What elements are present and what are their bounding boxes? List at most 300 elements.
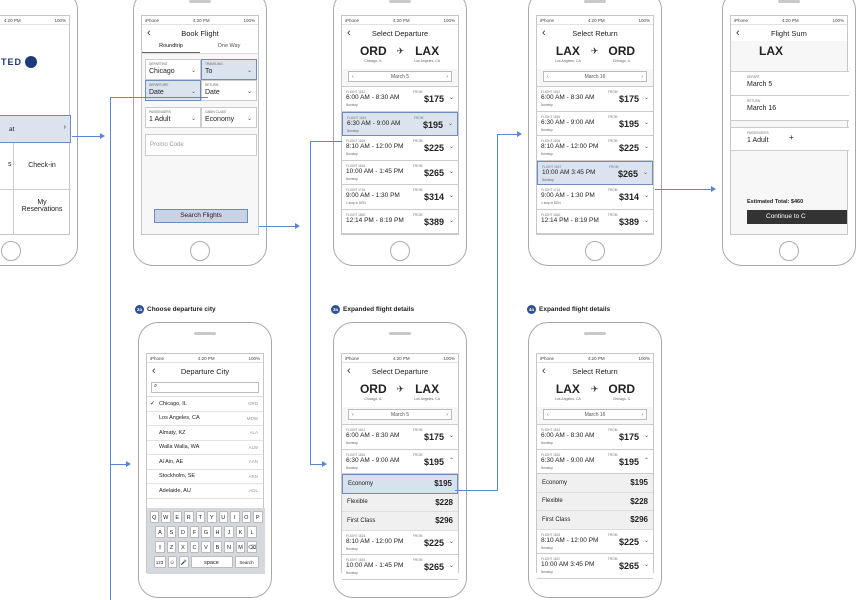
keyboard-key[interactable]: N: [224, 541, 234, 553]
flight-row[interactable]: [537, 185, 653, 210]
promo-code-input[interactable]: Promo Code: [145, 134, 257, 156]
flight-number: FLIGHT 1824: [346, 139, 366, 143]
flight-time: 6:00 AM - 8:30 AM: [346, 432, 400, 439]
flight-time: 6:30 AM - 9:00 AM: [541, 456, 595, 464]
price-from-label: FROM: [413, 533, 423, 538]
keyboard-key[interactable]: T: [196, 511, 206, 523]
flight-list: [342, 424, 458, 580]
flight-price: $314: [618, 192, 639, 202]
arrow-icon: [517, 131, 522, 137]
menu-check-in[interactable]: Check-in: [13, 143, 71, 190]
chevron-down-icon[interactable]: ⌄: [448, 95, 454, 101]
plus-icon[interactable]: +: [789, 133, 794, 142]
flight-time: 6:00 AM - 8:30 AM: [541, 432, 595, 439]
caption-expanded-return: 4a Expanded flight details: [528, 306, 611, 313]
flight-number: FLIGHT 1840: [346, 212, 366, 217]
chevron-left-icon[interactable]: ‹: [352, 73, 354, 80]
keyboard-key[interactable]: P: [253, 511, 263, 523]
page-title: Flight Sum: [771, 28, 807, 38]
back-icon[interactable]: ‹: [347, 27, 351, 39]
flight-number: FLIGHT 1716: [346, 188, 366, 192]
phone-home: [0, 0, 78, 266]
flight-row[interactable]: [537, 530, 653, 555]
caption-expanded-departure: 3a Expanded flight details: [332, 306, 415, 313]
date-picker[interactable]: ‹ March 16 ›: [543, 71, 647, 82]
route-header: ORD Chicago, IL ✈ LAX Los Angeles, CA: [342, 41, 458, 69]
arrow-icon: [295, 223, 300, 229]
fare-option[interactable]: [537, 511, 653, 530]
flight-time: 9:00 AM - 1:30 PM: [541, 192, 595, 199]
status-bar: iPhone 4:20 PM 100%: [537, 354, 653, 363]
flight-row[interactable]: [537, 210, 653, 235]
keyboard-key[interactable]: ☺: [168, 556, 178, 568]
city-name: Al Ain, AE: [159, 458, 184, 465]
flight-price: $265: [617, 168, 638, 179]
flight-row[interactable]: [342, 161, 458, 186]
flight-row[interactable]: [342, 425, 458, 450]
keyboard: [147, 508, 265, 574]
flight-row[interactable]: [537, 112, 653, 137]
flight-time: 8:10 AM - 12:00 PM: [541, 143, 599, 150]
keyboard-key[interactable]: L: [247, 526, 257, 538]
keyboard-key[interactable]: U: [219, 511, 229, 523]
flight-row[interactable]: [537, 161, 653, 186]
city-name: Chicago, IL: [159, 400, 187, 407]
chevron-down-icon[interactable]: ⌄: [447, 120, 453, 127]
city-name: Almaty, KZ: [159, 429, 186, 436]
flight-time: 6:30 AM - 9:00 AM: [541, 118, 595, 126]
chevron-down-icon[interactable]: ⌄: [643, 144, 649, 150]
keyboard-key[interactable]: X: [178, 541, 188, 553]
destination-code: LAX: [415, 44, 440, 58]
price-from-label: FROM: [413, 212, 423, 217]
connector-line: [259, 226, 295, 227]
flight-row[interactable]: [537, 136, 653, 161]
chevron-down-icon[interactable]: ⌄: [643, 119, 649, 126]
flight-price: $389: [423, 216, 444, 227]
city-search-input[interactable]: [151, 382, 259, 393]
flight-time: 8:10 AM - 12:00 PM: [541, 536, 599, 544]
flight-time: 8:10 AM - 12:00 PM: [346, 143, 404, 150]
chevron-up-icon[interactable]: ⌃: [448, 457, 454, 464]
traveling-field[interactable]: TRAVELING To ⌄: [201, 59, 257, 80]
cabin-class-field[interactable]: CABIN CLASS Economy ⌄: [201, 107, 257, 128]
speaker: [584, 0, 606, 3]
fare-price: $195: [630, 478, 648, 488]
keyboard-key[interactable]: B: [213, 541, 223, 553]
chevron-down-icon[interactable]: ⌄: [448, 563, 454, 569]
price-from-label: FROM: [608, 139, 618, 143]
chevron-right-icon[interactable]: ›: [446, 73, 448, 80]
flight-stops: Nonstop: [346, 546, 358, 551]
city-row[interactable]: [147, 412, 263, 427]
home-button[interactable]: [390, 241, 410, 261]
city-code: ALW: [248, 444, 258, 450]
chevron-left-icon[interactable]: ‹: [547, 73, 549, 80]
fare-option[interactable]: [342, 512, 458, 531]
connector-line: [310, 141, 342, 142]
route-header: ORD Chicago, IL ✈ LAX Los Angeles, CA: [342, 379, 458, 407]
flight-row[interactable]: [537, 450, 653, 475]
page-title: Select Departure: [371, 28, 429, 38]
menu-reservations[interactable]: My Reservations: [21, 199, 63, 213]
chevron-down-icon: ⌄: [190, 89, 196, 95]
chevron-down-icon[interactable]: ⌄: [643, 95, 649, 101]
nav-bar: [537, 25, 653, 41]
chevron-right-icon: ›: [63, 124, 66, 131]
flight-number: FLIGHT 1816: [346, 163, 366, 168]
home-screen: [0, 15, 70, 235]
flight-number: FLIGHT 1812: [541, 90, 561, 94]
flight-number: FLIGHT 1716: [541, 188, 561, 192]
city-name: Adelaide, AU: [159, 487, 191, 494]
price-from-label: FROM: [608, 452, 618, 457]
flight-number: FLIGHT 1816: [346, 558, 366, 562]
chevron-down-icon: ⌄: [246, 116, 252, 122]
flight-number: FLIGHT 1812: [541, 428, 561, 432]
flight-number: FLIGHT 1824: [346, 533, 366, 538]
tab-one-way[interactable]: One Way: [217, 43, 241, 49]
keyboard-key[interactable]: A: [155, 526, 165, 538]
phone-expanded-return: [528, 322, 662, 598]
chevron-down-icon: ⌄: [246, 68, 252, 74]
chevron-down-icon: ⌄: [190, 68, 196, 74]
price-from-label: FROM: [413, 163, 423, 168]
chevron-down-icon[interactable]: ⌄: [448, 433, 454, 439]
date-picker[interactable]: ‹ March 5 ›: [348, 409, 452, 420]
fare-option[interactable]: [342, 474, 458, 494]
status-bar: iPhone 4:20 PM 100%: [342, 354, 458, 363]
speaker: [389, 0, 411, 3]
flight-price: $175: [618, 432, 639, 442]
back-icon[interactable]: ‹: [542, 27, 546, 39]
phone-select-return: [528, 0, 662, 266]
fare-name: Economy: [348, 480, 374, 487]
return-screen: [536, 15, 654, 235]
keyboard-key[interactable]: V: [201, 541, 211, 553]
fare-price: $296: [630, 515, 648, 525]
flight-stops: Nonstop: [541, 570, 553, 574]
city-row[interactable]: [147, 484, 263, 499]
flight-price: $195: [618, 456, 639, 467]
flight-stops: 1 stop in DEN: [346, 201, 366, 205]
connector-line: [110, 97, 111, 600]
phone-select-departure: [333, 0, 467, 266]
price-from-label: FROM: [608, 428, 618, 432]
flight-time: 6:30 AM - 9:00 AM: [347, 119, 401, 127]
fare-name: Flexible: [347, 499, 368, 506]
globe-icon: [25, 56, 37, 68]
flight-number: FLIGHT 1812: [346, 90, 366, 94]
date-picker[interactable]: ‹ March 5 ›: [348, 71, 452, 82]
flight-row[interactable]: [537, 425, 653, 450]
flight-price: $225: [423, 537, 444, 548]
flight-time: 6:30 AM - 9:00 AM: [346, 456, 400, 464]
home-button[interactable]: [190, 241, 210, 261]
step-badge: 3a: [332, 307, 338, 312]
flight-row[interactable]: [342, 87, 458, 112]
flight-time: 6:00 AM - 8:30 AM: [346, 94, 400, 101]
menu-flight-status[interactable]: at ›: [0, 115, 71, 143]
expanded-departure-screen: [341, 353, 459, 573]
nav-bar: [142, 25, 258, 41]
chevron-down-icon[interactable]: ⌄: [643, 217, 649, 224]
home-button[interactable]: [1, 241, 21, 261]
estimated-total: Estimated Total: $460: [747, 199, 804, 205]
airplane-icon: ✈: [590, 46, 599, 56]
keyboard-key[interactable]: D: [178, 526, 188, 538]
fare-option[interactable]: [537, 474, 653, 493]
flight-price: $265: [618, 561, 639, 571]
back-icon[interactable]: ‹: [542, 365, 546, 377]
fare-option[interactable]: [342, 494, 458, 513]
status-bar: 4:20 PM 100%: [0, 16, 69, 25]
status-bar: iPhone 4:20 PM 100%: [731, 16, 847, 25]
chevron-down-icon[interactable]: ⌄: [448, 217, 454, 224]
summary-passengers[interactable]: PASSENGERS 1 Adult +: [731, 127, 849, 151]
keyboard-key[interactable]: 🎤: [179, 556, 189, 568]
home-button[interactable]: [779, 241, 799, 261]
fare-price: $228: [435, 497, 453, 507]
flight-row[interactable]: [537, 554, 653, 579]
city-screen: [146, 353, 264, 573]
airplane-icon: ✈: [396, 384, 405, 394]
price-from-label: FROM: [413, 428, 423, 432]
keyboard-key[interactable]: 123: [154, 556, 166, 568]
flight-list: [537, 424, 653, 579]
nav-bar: [342, 363, 458, 379]
keyboard-key[interactable]: Z: [167, 541, 177, 553]
search-icon: ⌕: [154, 383, 158, 389]
flight-stops: Nonstop: [346, 465, 358, 470]
flight-stops: Nonstop: [346, 103, 358, 107]
flight-time: 10:00 AM - 1:45 PM: [346, 167, 404, 175]
flight-price: $389: [618, 216, 639, 227]
route-header: LAX Los Angeles, CA ✈ ORD Chicago, IL: [537, 379, 653, 407]
keyboard-key[interactable]: Search: [235, 556, 259, 568]
summary-depart: DEPART March 5: [731, 71, 849, 96]
price-from-label: FROM: [413, 558, 423, 562]
flight-row[interactable]: [342, 531, 458, 556]
city-row[interactable]: [147, 397, 263, 412]
summary-return: RETURN March 16: [731, 95, 849, 121]
page-title: Select Return: [572, 366, 618, 376]
menu-left-cell[interactable]: s: [0, 143, 14, 190]
date-picker[interactable]: ‹ March 16 ›: [543, 409, 647, 420]
menu-divider: [13, 189, 14, 235]
flight-number: FLIGHT 1816: [346, 452, 366, 457]
chevron-down-icon[interactable]: ⌄: [643, 537, 649, 544]
fare-name: Economy: [542, 479, 568, 486]
chevron-right-icon[interactable]: ›: [641, 73, 643, 80]
chevron-down-icon[interactable]: ⌄: [643, 562, 649, 568]
flight-time: 9:00 AM - 1:30 PM: [346, 192, 400, 199]
back-icon[interactable]: ‹: [147, 27, 151, 39]
keyboard-key[interactable]: C: [190, 541, 200, 553]
keyboard-key[interactable]: H: [213, 526, 223, 538]
flight-list: [537, 86, 653, 234]
back-icon[interactable]: ‹: [152, 365, 156, 377]
keyboard-key[interactable]: S: [167, 526, 177, 538]
connector-line: [310, 464, 322, 465]
back-icon[interactable]: ‹: [736, 27, 740, 39]
connector-line: [455, 490, 498, 491]
city-name: Los Angeles, CA: [159, 415, 200, 422]
status-bar: iPhone 4:20 PM 100%: [537, 16, 653, 25]
expanded-return-screen: [536, 353, 654, 573]
route-header: LAX Los Angeles, CA ✈ ORD Chicago, IL: [537, 41, 653, 69]
fare-option[interactable]: [537, 493, 653, 512]
flight-stops: Nonstop: [541, 127, 553, 132]
price-from-label: FROM: [608, 212, 618, 217]
summary-screen: [730, 15, 848, 235]
city-name: Stockholm, SE: [159, 473, 196, 480]
price-from-label: FROM: [609, 164, 619, 169]
speaker: [778, 0, 800, 3]
flight-stops: Nonstop: [542, 177, 554, 182]
chevron-left-icon[interactable]: ‹: [547, 411, 549, 418]
phone-book-flight: [133, 0, 267, 266]
keyboard-key[interactable]: M: [236, 541, 246, 553]
fare-price: $296: [435, 516, 453, 526]
flight-stops: Nonstop: [541, 441, 553, 445]
keyboard-key[interactable]: I: [230, 511, 240, 523]
connector-line: [497, 134, 517, 135]
keyboard-key[interactable]: Y: [207, 511, 217, 523]
nav-bar: [731, 25, 847, 41]
flight-stops: Nonstop: [541, 545, 553, 550]
flight-number: FLIGHT 1847: [541, 557, 561, 561]
chevron-up-icon[interactable]: ⌃: [643, 457, 649, 464]
city-row[interactable]: [147, 426, 263, 441]
keyboard-key[interactable]: F: [190, 526, 200, 538]
city-row[interactable]: [147, 470, 263, 485]
flight-time: 8:10 AM - 12:00 PM: [346, 537, 404, 545]
chevron-right-icon[interactable]: ›: [446, 411, 448, 418]
keyboard-key[interactable]: K: [236, 526, 246, 538]
flight-row[interactable]: [537, 87, 653, 112]
connector-line: [497, 134, 498, 491]
flight-stops: Nonstop: [346, 152, 358, 156]
chevron-down-icon[interactable]: ⌄: [643, 433, 649, 439]
keyboard-key[interactable]: ⇧: [155, 541, 165, 553]
departing-field[interactable]: DEPARTING Chicago ⌄: [145, 59, 201, 80]
flight-row[interactable]: [342, 136, 458, 161]
departure-screen: [341, 15, 459, 235]
arrow-icon: [322, 461, 327, 467]
keyboard-key[interactable]: W: [161, 511, 171, 523]
destination-code: ORD: [608, 44, 636, 58]
flight-stops: Nonstop: [541, 465, 553, 470]
origin-code: LAX: [555, 44, 580, 58]
city-code: MDW: [246, 415, 258, 421]
return-date-field[interactable]: RETURN Date ⌄: [201, 80, 257, 101]
keyboard-key[interactable]: R: [184, 511, 194, 523]
flight-price: $225: [618, 536, 639, 547]
city-name: Walla Walla, WA: [159, 444, 200, 451]
arrow-icon: [100, 133, 105, 139]
flight-price: $175: [423, 432, 444, 442]
keyboard-key[interactable]: space: [191, 556, 233, 568]
flight-price: $265: [423, 562, 444, 572]
flight-time: 10:00 AM 3:45 PM: [541, 561, 595, 568]
flight-price: $195: [618, 118, 639, 129]
chevron-left-icon[interactable]: ‹: [352, 411, 354, 418]
continue-button[interactable]: Continue to C: [747, 210, 847, 224]
flight-number: FLIGHT 1847: [542, 164, 562, 169]
keyboard-key[interactable]: Q: [150, 511, 160, 523]
chevron-down-icon[interactable]: ⌄: [448, 144, 454, 150]
flight-price: $175: [423, 94, 444, 104]
phone-flight-summary: [722, 0, 856, 266]
home-button[interactable]: [585, 241, 605, 261]
nav-bar: [537, 363, 653, 379]
flight-row[interactable]: [342, 555, 458, 580]
connector-line: [110, 464, 126, 465]
flight-time: 12:14 PM - 8:19 PM: [541, 216, 599, 224]
flight-row[interactable]: [342, 210, 458, 235]
flight-stops: Nonstop: [347, 128, 359, 133]
airplane-icon: ✈: [590, 384, 599, 394]
flight-number: FLIGHT 1824: [541, 532, 561, 537]
chevron-down-icon[interactable]: ⌄: [448, 168, 454, 175]
flight-row[interactable]: [342, 185, 458, 210]
flight-row[interactable]: [342, 450, 458, 475]
flight-price: $225: [618, 143, 639, 153]
keyboard-key[interactable]: O: [242, 511, 252, 523]
fare-price: $195: [434, 479, 452, 489]
flight-number: FLIGHT 1816: [347, 115, 367, 120]
search-flights-button[interactable]: Search Flights: [154, 209, 248, 223]
city-code: ADL: [249, 488, 258, 494]
flight-stops: 1 stop in DEN: [541, 201, 561, 205]
flight-time: 10:00 AM - 1:45 PM: [346, 562, 404, 569]
departure-date-field[interactable]: DEPARTURE Date ⌄: [145, 80, 201, 101]
connector-line: [310, 141, 311, 464]
tab-roundtrip[interactable]: Roundtrip: [142, 41, 200, 53]
chevron-down-icon[interactable]: ⌄: [642, 169, 648, 176]
flight-time: 12:14 PM - 8:19 PM: [346, 216, 404, 224]
price-from-label: FROM: [413, 452, 423, 457]
city-list: [147, 396, 263, 499]
city-row[interactable]: [147, 441, 263, 456]
chevron-down-icon[interactable]: ⌄: [643, 193, 649, 199]
keyboard-key[interactable]: J: [224, 526, 234, 538]
page-title: Departure City: [180, 366, 230, 376]
fare-price: $228: [630, 496, 648, 506]
chevron-down-icon[interactable]: ⌄: [448, 538, 454, 545]
connector-line: [110, 97, 208, 98]
price-from-label: FROM: [413, 90, 423, 94]
chevron-right-icon[interactable]: ›: [641, 411, 643, 418]
flight-row[interactable]: [342, 112, 458, 137]
keyboard-key[interactable]: ⌫: [247, 541, 257, 553]
phone-departure-city: [138, 322, 272, 598]
flight-stops: Nonstop: [541, 103, 553, 107]
speaker: [389, 332, 411, 335]
flight-stops: Nonstop: [346, 441, 358, 445]
speaker: [584, 332, 606, 335]
city-row[interactable]: [147, 455, 263, 470]
price-from-label: FROM: [413, 188, 423, 192]
chevron-down-icon[interactable]: ⌄: [448, 193, 454, 199]
logo: TED: [1, 56, 37, 68]
back-icon[interactable]: ‹: [347, 365, 351, 377]
passengers-field[interactable]: PASSENGERS 1 Adult ⌄: [145, 107, 201, 128]
step-badge: 2a: [136, 307, 142, 312]
keyboard-key[interactable]: E: [173, 511, 183, 523]
keyboard-key[interactable]: G: [201, 526, 211, 538]
